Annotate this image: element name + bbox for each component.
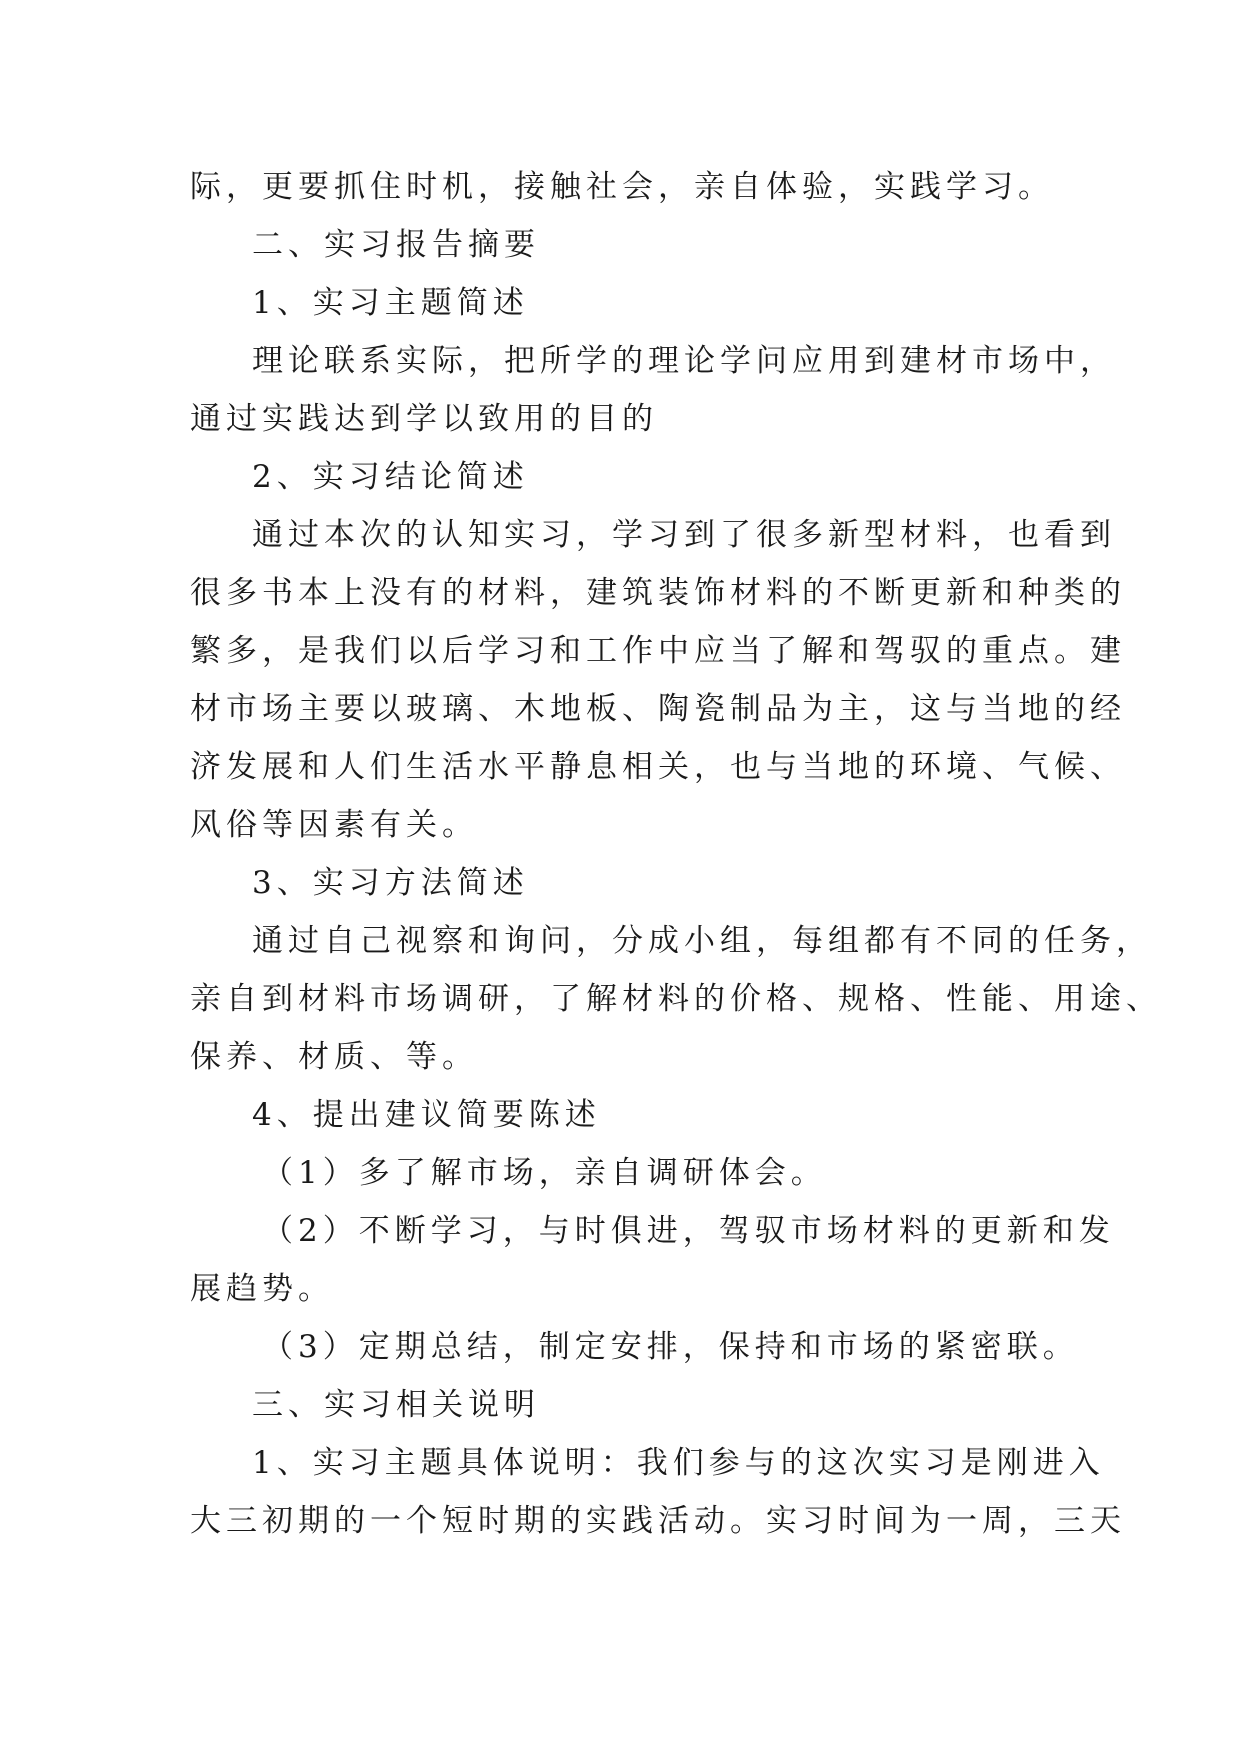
paragraph-line: 风俗等因素有关。 [190,807,478,843]
paragraph-line: 通过实践达到学以致用的目的 [190,401,658,437]
document-body [190,158,1162,1550]
paragraph-line: 保养、材质、等。 [190,1039,478,1075]
subsection-heading: 1、实习主题简述 [252,285,529,321]
section-heading: 三、实习相关说明 [252,1387,540,1423]
paragraph-line: 理论联系实际，把所学的理论学问应用到建材市场中， [252,343,1116,379]
paragraph-line: 材市场主要以玻璃、木地板、陶瓷制品为主，这与当地的经 [190,691,1126,727]
list-item: （3）定期总结，制定安排，保持和市场的紧密联。 [262,1329,1079,1365]
subsection-heading: 3、实习方法简述 [252,865,529,901]
section-heading: 二、实习报告摘要 [252,227,540,263]
subsection-heading: 2、实习结论简述 [252,459,529,495]
list-item: （2）不断学习，与时俱进，驾驭市场材料的更新和发 [262,1213,1115,1249]
list-item: （1）多了解市场，亲自调研体会。 [262,1155,827,1191]
paragraph-continuation: 际，更要抓住时机，接触社会，亲自体验，实践学习。 [190,169,1054,205]
subsection-heading: 4、提出建议简要陈述 [252,1097,601,1133]
paragraph-line: 通过本次的认知实习，学习到了很多新型材料，也看到 [252,517,1116,553]
paragraph-line: 通过自己视察和询问，分成小组，每组都有不同的任务， [252,923,1152,959]
paragraph-line: 展趋势。 [190,1271,334,1307]
paragraph-line: 繁多，是我们以后学习和工作中应当了解和驾驭的重点。建 [190,633,1126,669]
paragraph-line: 亲自到材料市场调研，了解材料的价格、规格、性能、用途、 [190,981,1162,1017]
paragraph-line: 大三初期的一个短时期的实践活动。实习时间为一周，三天 [190,1503,1126,1539]
paragraph-line: 很多书本上没有的材料，建筑装饰材料的不断更新和种类的 [190,575,1126,611]
paragraph-line: 济发展和人们生活水平静息相关，也与当地的环境、气候、 [190,749,1126,785]
paragraph-line: 1、实习主题具体说明：我们参与的这次实习是刚进入 [252,1445,1105,1481]
